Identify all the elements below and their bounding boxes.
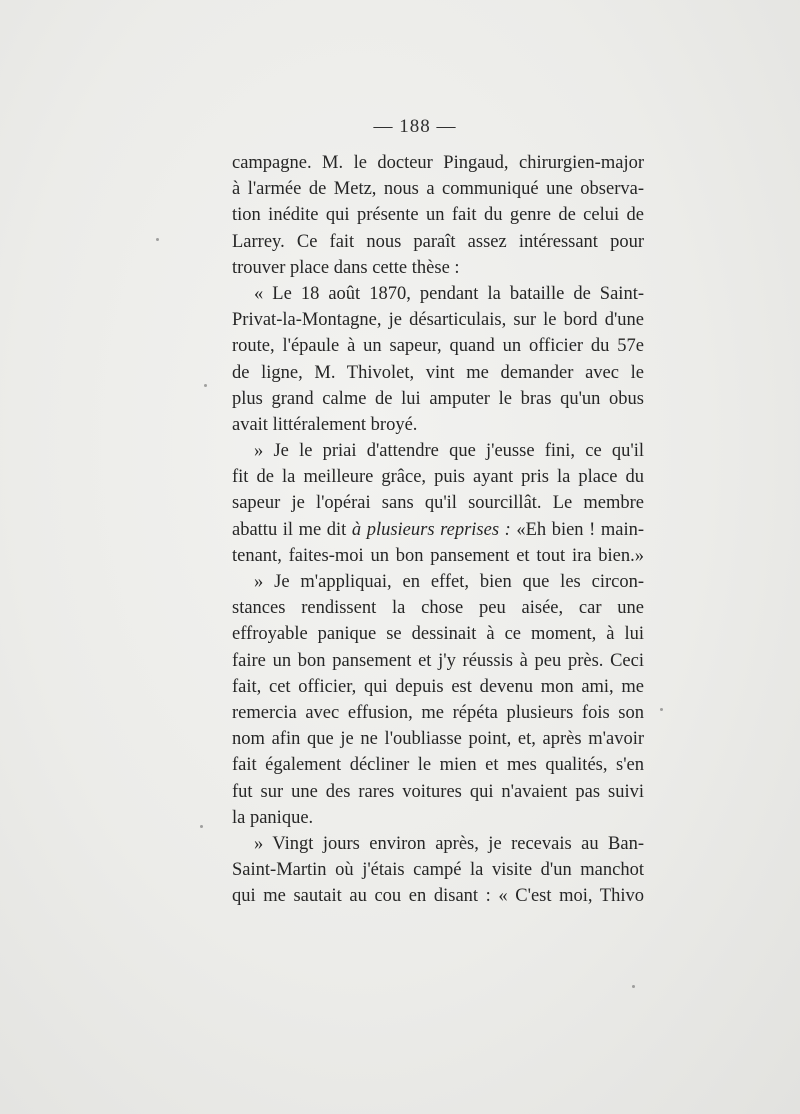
text-line: qui me sautait au cou en disant : « C'est moi, Thivo [232, 886, 644, 907]
italic-text: à plusieurs reprises : [351, 519, 511, 540]
text-line: fut sur une des rares voitures qui n'avaient pas suivi [232, 781, 644, 802]
text-line: Saint-Martin où j'étais campé la visite d'un manchot [232, 860, 644, 881]
text-segment: abattu il me dit [232, 519, 347, 540]
text-line: stances rendissent la chose peu aisée, car une [232, 598, 644, 619]
text-line: à l'armée de Metz, nous a communiqué une observa- [232, 179, 644, 200]
text-line: la panique. [232, 807, 314, 828]
text-line: Larrey. Ce fait nous paraît assez intéressant pour [232, 231, 644, 252]
text-segment: «Eh bien ! main- [516, 519, 645, 540]
text-line: fait, cet officier, qui depuis est devenu mon ami, me [232, 676, 644, 697]
body-text [232, 150, 644, 909]
text-line: remercia avec effusion, me répéta plusieurs fois son [232, 702, 644, 723]
paper-speck [204, 384, 207, 387]
text-line: faire un bon pansement et j'y réussis à peu près. Ceci [232, 650, 644, 671]
text-line: nom afin que je ne l'oubliasse point, et, après m'avoir [232, 729, 644, 750]
text-line: avait littéralement broyé. [232, 414, 418, 435]
text-line: route, l'épaule à un sapeur, quand un officier du 57e [232, 336, 644, 357]
paper-speck [660, 708, 663, 711]
text-line: » Vingt jours environ après, je recevais au Ban- [254, 833, 644, 854]
text-line: de ligne, M. Thivolet, vint me demander avec le [232, 362, 644, 383]
paper-speck [200, 825, 203, 828]
text-line: tion inédite qui présente un fait du genre de celui de [232, 205, 644, 226]
text-line: tenant, faites-moi un bon pansement et tout ira bien.» [232, 545, 644, 566]
text-line: fit de la meilleure grâce, puis ayant pris la place du [232, 467, 644, 488]
paper-speck [156, 238, 159, 241]
paper-speck [632, 985, 635, 988]
text-line [232, 517, 644, 543]
text-line: » Je m'appliquai, en effet, bien que les circon- [254, 572, 644, 592]
text-line: » Je le priai d'attendre que j'eusse fini, ce qu'il [254, 441, 644, 462]
text-line: « Le 18 août 1870, pendant la bataille de Saint- [254, 283, 644, 304]
text-line: Privat-la-Montagne, je désarticulais, sur le bord d'une [232, 310, 644, 331]
text-line: campagne. M. le docteur Pingaud, chirurgien-major [232, 153, 644, 173]
text-line: plus grand calme de lui amputer le bras qu'un obus [232, 388, 644, 409]
text-line: fait également décliner le mien et mes qualités, s'en [232, 755, 644, 776]
text-line: sapeur je l'opérai sans qu'il sourcillât. Le membre [232, 493, 644, 514]
text-line: trouver place dans cette thèse : [232, 257, 460, 278]
page-number: — 188 — [373, 116, 457, 137]
text-line: effroyable panique se dessinait à ce moment, à lui [232, 624, 644, 645]
